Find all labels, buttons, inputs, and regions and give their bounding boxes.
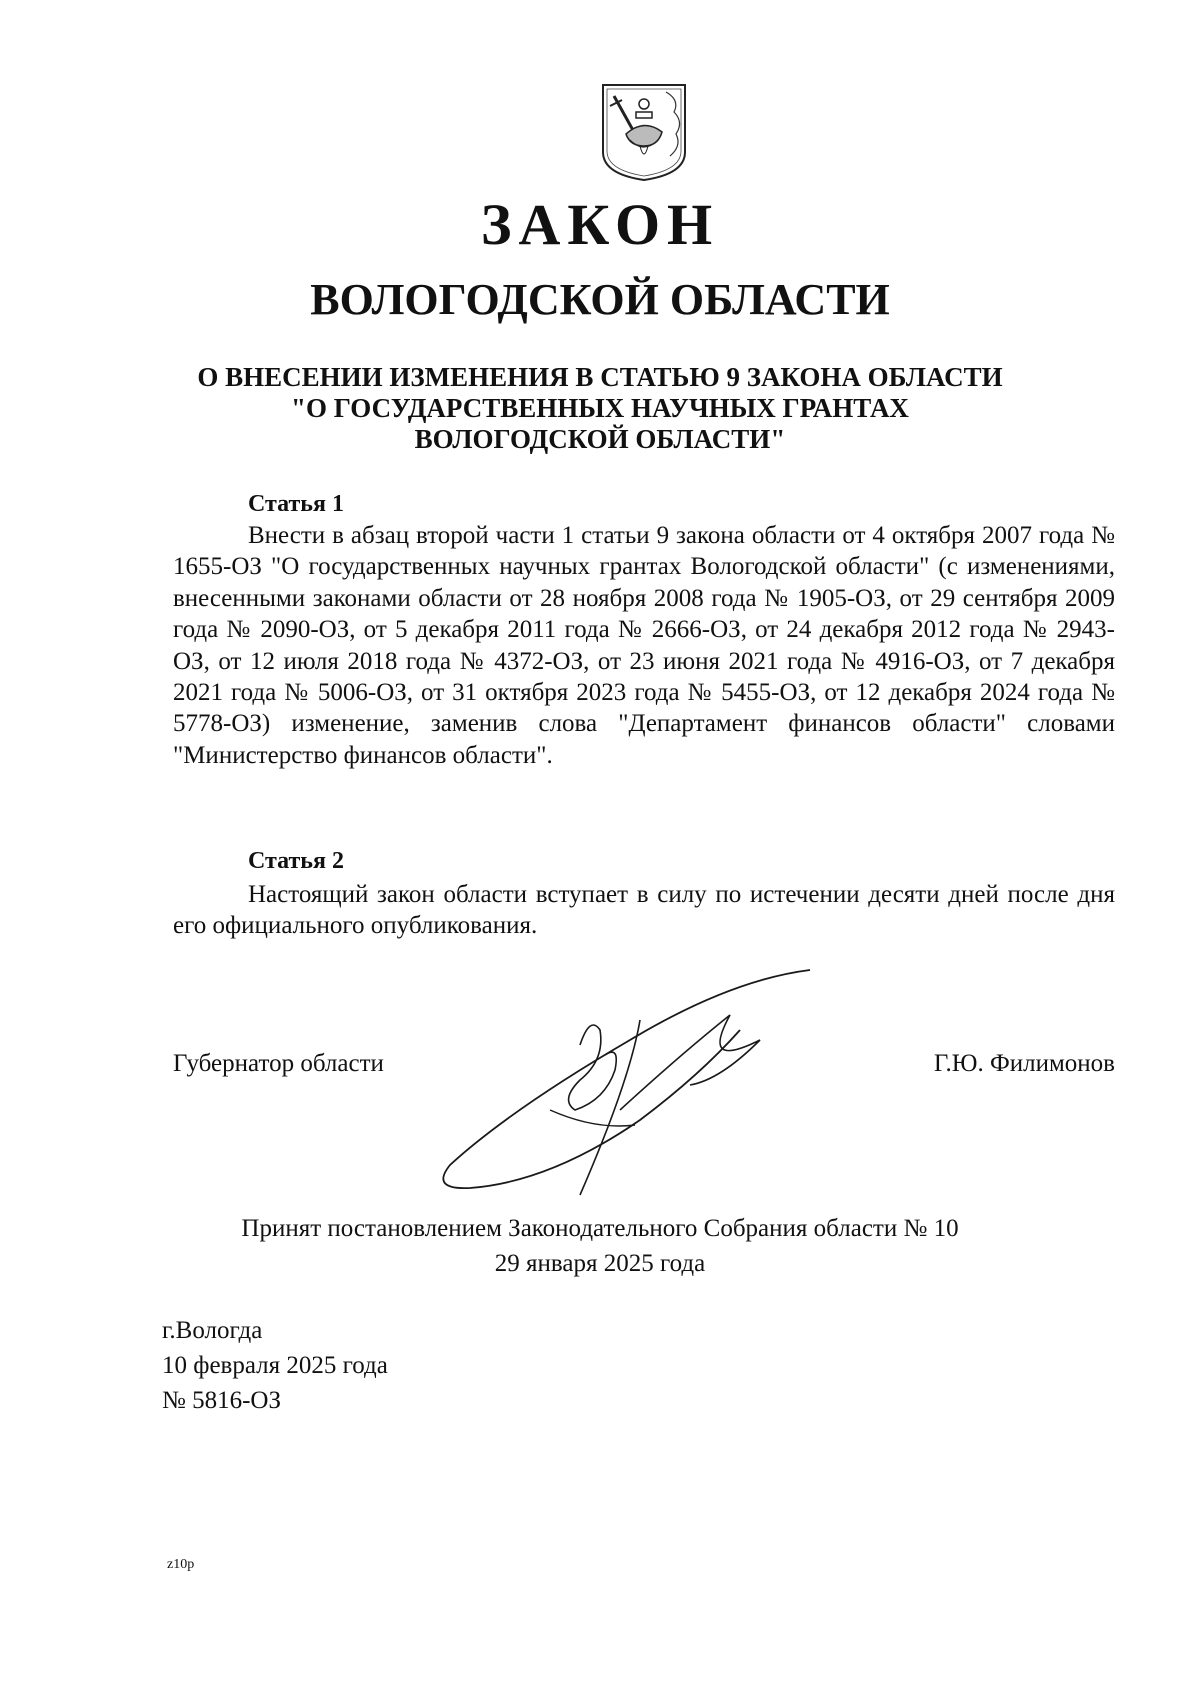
signatory-position: Губернатор области bbox=[173, 1050, 384, 1077]
signing-date: 10 февраля 2025 года bbox=[162, 1352, 388, 1379]
article-2-title: Статья 2 bbox=[248, 848, 344, 874]
adoption-note bbox=[0, 1211, 1200, 1281]
law-heading-line: ВОЛОГОДСКОЙ ОБЛАСТИ" bbox=[414, 424, 786, 454]
document-subtitle: ВОЛОГОДСКОЙ ОБЛАСТИ bbox=[310, 275, 890, 324]
document-reference-code: z10p bbox=[167, 1557, 195, 1572]
article-1-text: Внести в абзац второй части 1 статьи 9 закона области от 4 октября 2007 года № 1655-ОЗ "О государственных научных грантах Вологодской области" (с изменениями, внесенными законами области от 28 ноября 2008 года № 1905-ОЗ, от 29 сентября 2009 года № 2090-ОЗ, от 5 декабря 2011 года № 2666-ОЗ, от 24 декабря 2012 года № 2943-ОЗ, от 12 июля 2018 года № 4372-ОЗ, от 23 июня 2021 года № 4916-ОЗ, от 7 декабря 2021 года № 5006-ОЗ, от 31 октября 2023 года № 5455-ОЗ, от 12 декабря 2024 года № 5778-ОЗ) изменение, заменив слова "Департамент финансов области" словами "Министерство финансов области". bbox=[173, 522, 1115, 769]
law-heading-line: О ВНЕСЕНИИ ИЗМЕНЕНИЯ В СТАТЬЮ 9 ЗАКОНА ОБЛАСТИ bbox=[197, 362, 1003, 392]
signatory-name: Г.Ю. Филимонов bbox=[933, 1050, 1115, 1077]
law-heading bbox=[0, 362, 1200, 455]
adoption-date: 29 января 2025 года bbox=[494, 1250, 706, 1277]
article-1-title: Статья 1 bbox=[248, 491, 344, 517]
city: г.Вологда bbox=[162, 1317, 263, 1344]
law-number: № 5816-ОЗ bbox=[162, 1387, 282, 1414]
document-title: ЗАКОН bbox=[480, 192, 720, 257]
governor-signature bbox=[430, 960, 820, 1200]
coat-of-arms-emblem bbox=[600, 82, 688, 182]
law-heading-line: "О ГОСУДАРСТВЕННЫХ НАУЧНЫХ ГРАНТАХ bbox=[291, 393, 909, 423]
place-date-block bbox=[162, 1313, 388, 1418]
adoption-line: Принят постановлением Законодательного Собрания области № 10 bbox=[241, 1215, 959, 1242]
article-2-text: Настоящий закон области вступает в силу по истечении десяти дней после дня его официального опубликования. bbox=[173, 881, 1115, 940]
